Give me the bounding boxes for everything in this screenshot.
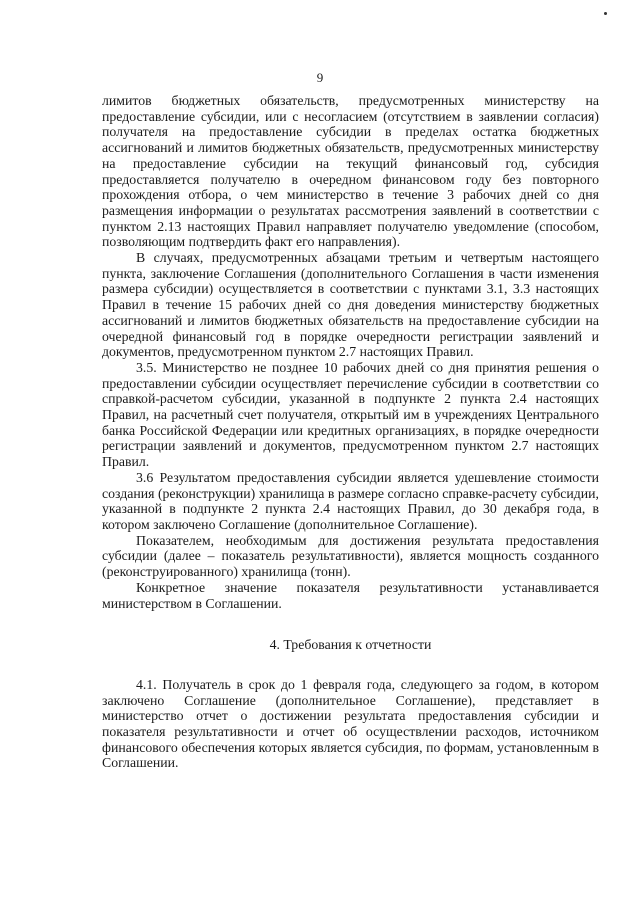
paragraph-3-5: 3.5. Министерство не позднее 10 рабочих дней со дня принятия решения о предоставлении субсидии осуществляет перечисление субсидии в соответствии со справкой-расчетом субсидии, указанной в подпункте 2 пункта 2.4 настоящих Правил, на расчетный счет получателя, открытый им в учреждениях Центрального банка Российской Федерации или кредитных организациях, в порядке очередности регистрации заявлений и документов, предусмотренном пунктом 2.7 настоящих Правил. <box>102 359 599 470</box>
paragraph-indicator: Показателем, необходимым для достижения результата предоставления субсидии (далее – показатель результативности), является мощность созданного (реконструированного) хранилища (тонн). <box>102 532 599 580</box>
page-number: 9 <box>316 70 324 85</box>
document-body <box>102 93 599 771</box>
paragraph-indicator-value: Конкретное значение показателя результативности устанавливается министерством в Соглашении. <box>102 579 599 611</box>
paragraph-3-6: 3.6 Результатом предоставления субсидии является удешевление стоимости создания (реконструкции) хранилища в размере согласно справке-расчету субсидии, указанной в подпункте 2 пункта 2.4 настоящих Правил, до 30 декабря года, в котором заключено Соглашение (дополнительное Соглашение). <box>102 469 599 532</box>
section-heading: 4. Требования к отчетности <box>269 637 432 653</box>
paragraph-continuation: лимитов бюджетных обязательств, предусмотренных министерству на предоставление субсидии, или с несогласием (отсутствием в заявлении согласия) получателя на предоставление субсидии в пределах остатка бюджетных ассигнований и лимитов бюджетных обязательств, предусмотренных министерству на предоставление субсидии на текущий финансовый год, субсидия предоставляется получателю в очередном финансовом году без повторного прохождения отбора, о чем министерство в течение 3 рабочих дней со дня размещения информации о результатах рассмотрения заявлений в соответствии с пунктом 2.13 настоящих Правил направляет получателю уведомление (способом, позволяющим подтвердить факт его направления). <box>102 93 599 250</box>
paragraph-agreement-cases: В случаях, предусмотренных абзацами третьим и четвертым настоящего пункта, заключение Соглашения (дополнительного Соглашения в части изменения размера субсидии) осуществляется в соответствии с пунктами 3.1, 3.3 настоящих Правил в течение 15 рабочих дней со дня доведения министерству бюджетных ассигнований и лимитов бюджетных обязательств на предоставление субсидии на очередной финансовый год в порядке очередности регистрации заявлений и документов, предусмотренном пунктом 2.7 настоящих Правил. <box>102 250 599 360</box>
scan-mark <box>604 12 607 15</box>
paragraph-4-1: 4.1. Получатель в срок до 1 февраля года, следующего за годом, в котором заключено Соглашение (дополнительное Соглашение), представляет в министерство отчет о достижении результата предоставления субсидии и показателя результативности и отчет об осуществлении расходов, источником финансового обеспечения которых является субсидия, по формам, установленным в Соглашении. <box>102 676 599 771</box>
